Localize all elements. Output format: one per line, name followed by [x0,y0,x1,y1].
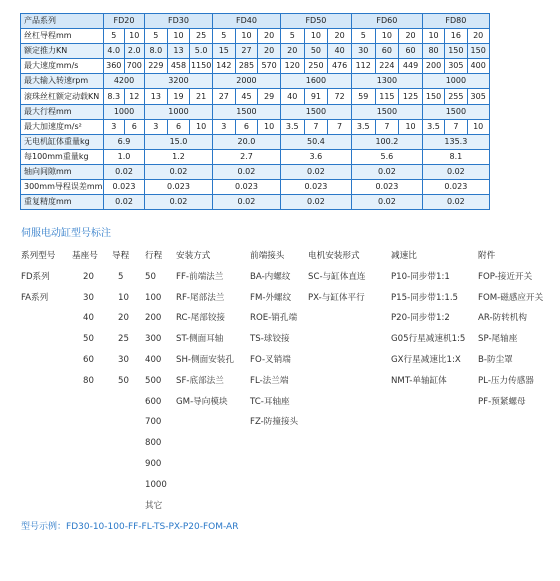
row-label-cell: 重复精度mm [21,195,104,210]
rod-end-title: 前端接头 [250,251,285,261]
base-item: 50 [83,334,94,345]
value-cell: 0.023 [212,180,280,195]
ratio-item: P15-同步带1:1.5 [391,292,459,303]
value-cell: 8.3 [104,89,125,104]
value-cell: 1500 [351,104,422,119]
lead-item: 10 [118,292,129,303]
spec-row [21,149,490,164]
value-cell: 20 [258,29,281,44]
rod-end-column [250,250,298,437]
value-cell: 8.0 [145,44,168,59]
base-item: 20 [83,271,94,282]
value-cell: 20 [328,29,352,44]
ratio-item: P10-同步带1:1 [391,271,450,282]
value-cell: 10 [467,119,489,134]
example-code: FD30-10-100-FF-FL-TS-PX-P20-FOM-AR [66,522,239,532]
row-label-cell: 最大加速度m/s² [21,119,104,134]
value-cell: 3.5 [351,119,375,134]
value-cell: 8.1 [422,149,489,164]
header-cell: FD80 [422,14,489,29]
value-cell: 400 [467,59,489,74]
value-cell: 10 [235,29,258,44]
value-cell: 255 [445,89,467,104]
value-cell: 4.0 [104,44,125,59]
value-cell: 29 [258,89,281,104]
value-cell: 30 [351,44,375,59]
value-cell: 0.023 [422,180,489,195]
header-cell: FD50 [280,14,351,29]
value-cell: 360 [104,59,125,74]
stroke-item: 600 [145,396,162,407]
value-cell: 229 [145,59,168,74]
value-cell: 0.02 [145,164,213,179]
motor-mount-title: 电机安装形式 [308,251,360,261]
row-label-cell: 最大输入转速rpm [21,74,104,89]
value-cell: 10 [190,119,213,134]
value-cell: 0.02 [351,164,422,179]
value-cell: 3 [145,119,168,134]
stroke-column [145,250,167,520]
stroke-item: 其它 [145,500,163,511]
header-cell: FD20 [104,14,145,29]
value-cell: 1000 [145,104,213,119]
series-item: FA系列 [21,292,49,303]
value-cell: 13 [167,44,190,59]
value-cell: 21 [190,89,213,104]
stroke-item: 300 [145,334,162,345]
stroke-item: 200 [145,313,162,324]
value-cell: 0.02 [212,164,280,179]
value-cell: 305 [445,59,467,74]
value-cell: 5.6 [351,149,422,164]
value-cell: 20 [467,29,489,44]
stroke-item: 1000 [145,479,167,490]
mounting-item: GM-导向模块 [176,396,228,407]
value-cell: 476 [328,59,352,74]
value-cell: 3200 [145,74,213,89]
mounting-item: SF-底部法兰 [176,375,224,386]
value-cell: 7 [375,119,399,134]
row-label-cell: 轴向间隙mm [21,164,104,179]
value-cell: 10 [258,119,281,134]
row-label-cell: 最大行程mm [21,104,104,119]
value-cell: 449 [399,59,423,74]
value-cell: 142 [212,59,235,74]
base-item: 30 [83,292,94,303]
value-cell: 16 [445,29,467,44]
stroke-item: 500 [145,375,162,386]
lead-item: 25 [118,334,129,345]
accessory-item: FOM-磁感应开关 [478,292,544,303]
spec-row [21,134,490,149]
value-cell: 1150 [190,59,213,74]
value-cell: 115 [375,89,399,104]
value-cell: 10 [399,119,423,134]
value-cell: 6 [124,119,145,134]
lead-item: 30 [118,354,129,365]
series-item: FD系列 [21,271,50,282]
spec-row [21,89,490,104]
value-cell: 1000 [104,104,145,119]
value-cell: 27 [235,44,258,59]
value-cell: 1500 [280,104,351,119]
value-cell: 10 [167,29,190,44]
value-cell: 0.02 [351,195,422,210]
accessories-title: 附件 [478,251,496,261]
value-cell: 4200 [104,74,145,89]
value-cell: 13 [145,89,168,104]
value-cell: 5 [145,29,168,44]
value-cell: 3 [212,119,235,134]
value-cell: 20 [399,29,423,44]
value-cell: 19 [167,89,190,104]
header-cell: FD60 [351,14,422,29]
mounting-item: ST-侧面耳轴 [176,334,224,345]
base-title: 基座号 [72,251,98,261]
value-cell: 50.4 [280,134,351,149]
value-cell: 150 [422,89,444,104]
value-cell: 0.023 [104,180,145,195]
value-cell: 20.0 [212,134,280,149]
value-cell: 10 [422,29,444,44]
lead-title: 导程 [112,251,130,261]
stroke-item: 100 [145,292,162,303]
value-cell: 250 [304,59,328,74]
value-cell: 10 [124,29,145,44]
value-cell: 12 [124,89,145,104]
header-label-cell: 产品系列 [21,14,104,29]
value-cell: 0.02 [280,164,351,179]
motor-mount-column [308,250,366,312]
value-cell: 10 [304,29,328,44]
series-title: 系列型号 [21,251,56,261]
row-label-cell: 额定推力KN [21,44,104,59]
mounting-item: SH-侧面安装孔 [176,354,234,365]
value-cell: 0.02 [212,195,280,210]
base-item: 60 [83,354,94,365]
value-cell: 3.5 [422,119,444,134]
accessory-item: PL-压力传感器 [478,375,534,386]
stroke-item: 900 [145,458,162,469]
value-cell: 20 [280,44,304,59]
spec-row [21,104,490,119]
value-cell: 60 [375,44,399,59]
row-label-cell: 滚珠丝杠额定动载KN [21,89,104,104]
value-cell: 285 [235,59,258,74]
value-cell: 0.02 [280,195,351,210]
value-cell: 0.02 [422,164,489,179]
base-item: 80 [83,375,94,386]
value-cell: 5 [104,29,125,44]
spec-row [21,195,490,210]
value-cell: 1000 [422,74,489,89]
value-cell: 40 [280,89,304,104]
lead-item: 50 [118,375,129,386]
accessory-item: SP-尾轴座 [478,334,518,345]
row-label-cell: 无电机缸体重量kg [21,134,104,149]
value-cell: 2.0 [124,44,145,59]
value-cell: 20 [258,44,281,59]
value-cell: 50 [304,44,328,59]
rod-end-item: FZ-防撞接头 [250,417,299,428]
model-example [21,519,238,532]
value-cell: 458 [167,59,190,74]
section-title: 伺服电动缸型号标注 [21,228,111,239]
motor-mount-item: SC-与缸体直连 [308,271,366,282]
stroke-item: 700 [145,417,162,428]
mounting-item: RF-尾部法兰 [176,292,225,303]
value-cell: 0.023 [351,180,422,195]
value-cell: 2000 [212,74,280,89]
value-cell: 60 [399,44,423,59]
value-cell: 7 [445,119,467,134]
value-cell: 0.02 [145,195,213,210]
value-cell: 112 [351,59,375,74]
value-cell: 45 [235,89,258,104]
value-cell: 2.7 [212,149,280,164]
value-cell: 80 [422,44,444,59]
value-cell: 0.02 [104,164,145,179]
accessory-item: B-防尘罩 [478,354,513,365]
value-cell: 224 [375,59,399,74]
lead-item: 20 [118,313,129,324]
row-label-cell: 最大速度mm/s [21,59,104,74]
base-column [72,250,98,396]
value-cell: 7 [304,119,328,134]
value-cell: 5 [280,29,304,44]
value-cell: 3.6 [280,149,351,164]
value-cell: 3.5 [280,119,304,134]
series-column [21,250,55,312]
value-cell: 305 [467,89,489,104]
stroke-item: 400 [145,354,162,365]
rod-end-item: FM-外螺纹 [250,292,292,303]
value-cell: 1300 [351,74,422,89]
header-cell: FD40 [212,14,280,29]
base-item: 40 [83,313,94,324]
mounting-item: RC-尾部铰接 [176,313,226,324]
stroke-item: 800 [145,438,162,449]
value-cell: 6 [235,119,258,134]
value-cell: 5 [351,29,375,44]
spec-table [20,13,490,210]
accessories-column [478,250,543,416]
row-label-cell: 300mm导程误差mm [21,180,104,195]
ratio-item: GX行星减速比1:X [391,354,461,365]
value-cell: 150 [467,44,489,59]
rod-end-item: ROE-销孔端 [250,313,298,324]
value-cell: 1.0 [104,149,145,164]
value-cell: 40 [328,44,352,59]
header-cell: FD30 [145,14,213,29]
value-cell: 15 [212,44,235,59]
rod-end-item: FO-叉销端 [250,354,291,365]
motor-mount-item: PX-与缸体平行 [308,292,365,303]
value-cell: 59 [351,89,375,104]
value-cell: 5.0 [190,44,213,59]
value-cell: 1.2 [145,149,213,164]
accessory-item: AR-防转机构 [478,313,527,324]
value-cell: 200 [422,59,444,74]
rod-end-item: TS-球铰接 [250,334,290,345]
value-cell: 700 [124,59,145,74]
spec-header-row [21,14,490,29]
value-cell: 5 [212,29,235,44]
spec-row [21,29,490,44]
mounting-item: FF-前端法兰 [176,271,224,282]
value-cell: 1500 [422,104,489,119]
value-cell: 570 [258,59,281,74]
stroke-title: 行程 [145,251,163,261]
value-cell: 0.02 [422,195,489,210]
value-cell: 10 [375,29,399,44]
mounting-title: 安装方式 [176,251,211,261]
mounting-column [176,250,234,416]
value-cell: 125 [399,89,423,104]
value-cell: 91 [304,89,328,104]
value-cell: 25 [190,29,213,44]
lead-column [112,250,129,396]
rod-end-item: TC-耳轴座 [250,396,290,407]
value-cell: 0.023 [280,180,351,195]
value-cell: 0.023 [145,180,213,195]
value-cell: 150 [445,44,467,59]
value-cell: 1500 [212,104,280,119]
spec-row [21,119,490,134]
value-cell: 135.3 [422,134,489,149]
lead-item: 5 [118,271,124,282]
row-label-cell: 丝杠导程mm [21,29,104,44]
ratio-item: P20-同步带1:2 [391,313,450,324]
value-cell: 27 [212,89,235,104]
value-cell: 1600 [280,74,351,89]
value-cell: 0.02 [104,195,145,210]
ratio-column [391,250,465,396]
example-label: 型号示例： [21,522,67,532]
ratio-item: NMT-单轴缸体 [391,375,447,386]
value-cell: 100.2 [351,134,422,149]
rod-end-item: BA-内螺纹 [250,271,291,282]
spec-row [21,44,490,59]
spec-row [21,74,490,89]
value-cell: 6 [167,119,190,134]
ratio-title: 减速比 [391,251,417,261]
accessory-item: FOP-接近开关 [478,271,533,282]
ratio-item: G05行星减速机1:5 [391,334,466,345]
spec-row [21,180,490,195]
value-cell: 15.0 [145,134,213,149]
row-label-cell: 每100mm重量kg [21,149,104,164]
value-cell: 7 [328,119,352,134]
value-cell: 3 [104,119,125,134]
stroke-item: 50 [145,271,156,282]
value-cell: 72 [328,89,352,104]
spec-row [21,164,490,179]
accessory-item: PF-预紧螺母 [478,396,526,407]
rod-end-item: FL-法兰端 [250,375,289,386]
value-cell: 120 [280,59,304,74]
value-cell: 6.9 [104,134,145,149]
spec-row [21,59,490,74]
